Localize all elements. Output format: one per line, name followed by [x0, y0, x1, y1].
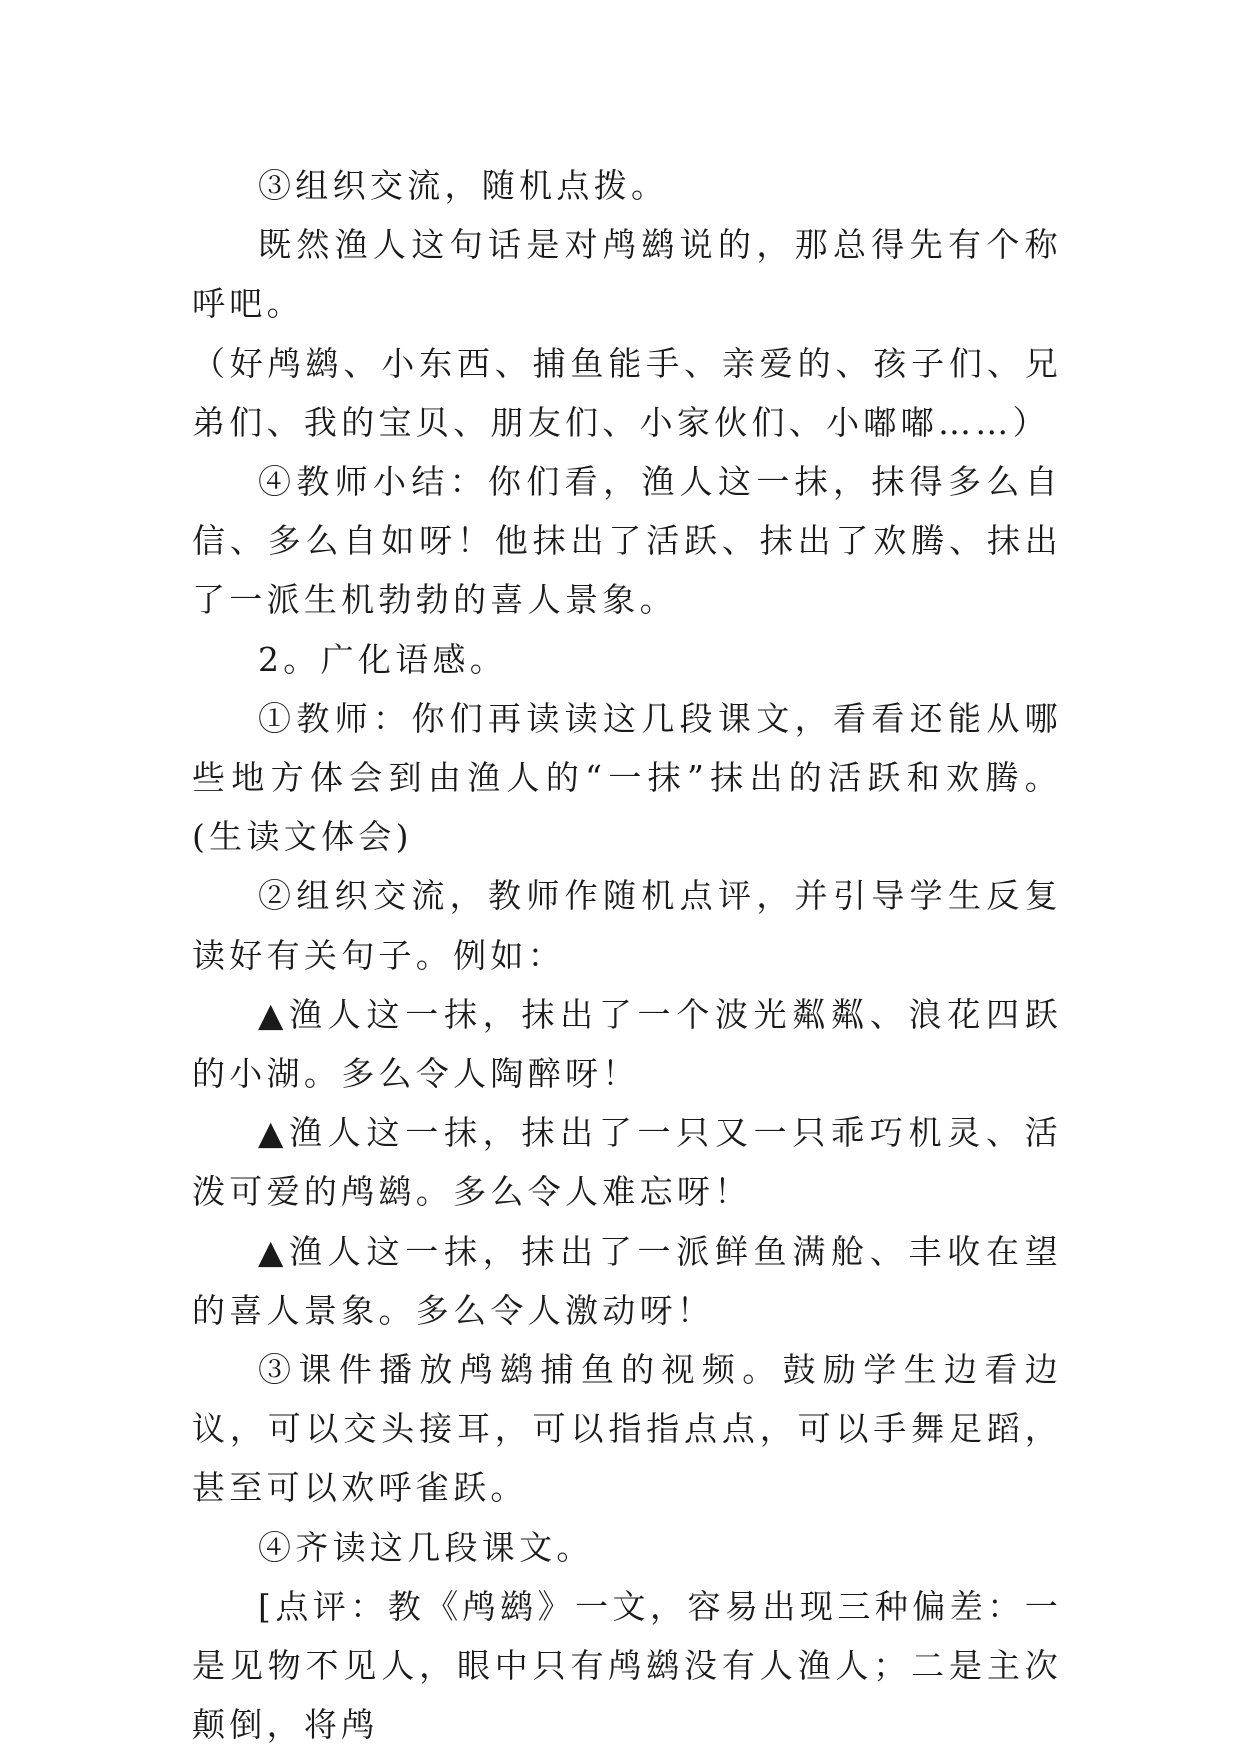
- paragraph-address-examples: （好鸬鹚、小东西、捕鱼能手、亲爱的、孩子们、兄弟们、我的宝贝、朋友们、小家伙们、小嘟嘟……）: [192, 343, 1062, 442]
- bullet-harvest: ▲渔人这一抹，抹出了一派鲜鱼满舱、丰收在望的喜人景象。多么令人激动呀！: [192, 1231, 1062, 1330]
- paragraph-step1-teacher: ①教师：你们再读读这几段课文，看看还能从哪些地方体会到由渔人的“一抹”抹出的活跃和欢腾。(生读文体会): [192, 698, 1062, 857]
- paragraph-teacher-summary: ④教师小结：你们看，渔人这一抹，抹得多么自信、多么自如呀！他抹出了活跃、抹出了欢腾、抹出了一派生机勃勃的喜人景象。: [192, 462, 1062, 620]
- paragraph-address-question: 既然渔人这句话是对鸬鹚说的，那总得先有个称呼吧。: [192, 225, 1062, 324]
- paragraph-step3-discussion: ③组织交流，随机点拨。: [258, 166, 669, 205]
- section-heading-language-sense: 2。广化语感。: [258, 639, 508, 679]
- paragraph-step4-reading: ④齐读这几段课文。: [258, 1527, 594, 1567]
- document-body: [192, 156, 1062, 1754]
- paragraph-step2-discussion: ②组织交流，教师作随机点评，并引导学生反复读好有关句子。例如：: [192, 876, 1062, 975]
- bullet-lake: ▲渔人这一抹，抹出了一个波光粼粼、浪花四跃的小湖。多么令人陶醉呀！: [192, 994, 1062, 1094]
- paragraph-step3-video: ③课件播放鸬鹚捕鱼的视频。鼓励学生边看边议，可以交头接耳，可以指指点点，可以手舞足蹈，甚至可以欢呼雀跃。: [192, 1350, 1062, 1508]
- paragraph-commentary: [点评：教《鸬鹚》一文，容易出现三种偏差：一是见物不见人，眼中只有鸬鹚没有人渔人；二是主次颠倒，将鸬: [192, 1586, 1062, 1745]
- bullet-cormorants: ▲渔人这一抹，抹出了一只又一只乖巧机灵、活泼可爱的鸬鹚。多么令人难忘呀！: [192, 1113, 1062, 1212]
